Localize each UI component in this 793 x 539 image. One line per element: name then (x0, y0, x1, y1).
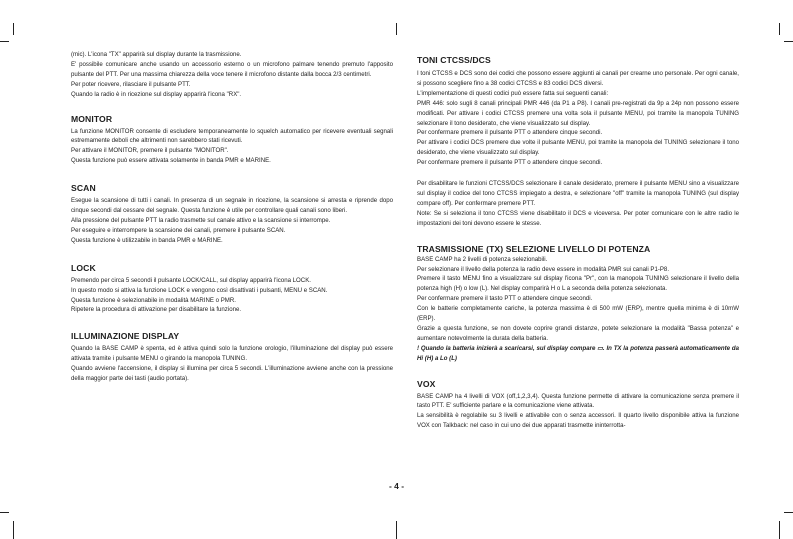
paragraph: BASE CAMP ha 4 livelli di VOX (off,1,2,3,4). Questa funzione permette di attivare la comunicazione senza premere il tasto PTT. E' sufficiente parlare e la comunicazione viene attivata. (417, 392, 739, 410)
section-heading-lock: LOCK (71, 262, 96, 273)
crop-mark (13, 521, 14, 539)
crop-mark (779, 23, 780, 35)
paragraph: Questa funzione è utilizzabile in banda PMR e MARINE. (71, 236, 223, 244)
paragraph: Per disabilitare le funzioni CTCSS/DCS selezionare il canale desiderato, premere il pulsante MENU sino a visualizzare sul display il codice del tono CTCSS impiegato a destra, e selezionare "off" tramite la manopola TUNING (sul display compare off). Per confermare premere PTT. (417, 180, 739, 207)
crop-mark (396, 521, 397, 539)
paragraph: Per confermare premere il pulsante PTT o attendere cinque secondi. (417, 159, 603, 167)
section-heading-illuminazione-display: ILLUMINAZIONE DISPLAY (71, 331, 180, 342)
paragraph: Quando la radio è in ricezione sul display apparirà l'icona "RX". (71, 90, 242, 98)
paragraph: Note: Se si seleziona il tono CTCSS viene disabilitato il DCS e viceversa. Per poter comunicare con le altre radio le impostazioni dei toni devono essere le stesse. (417, 209, 739, 227)
paragraph: La sensibilità è regolabile su 3 livelli e attivabile con o senza accessori. Il quarto livello disponibile attiva la funzione VOX con Talkback: nel caso in cui uno dei due apparati trasmette ininterrotta- (417, 412, 739, 430)
crop-mark (0, 512, 9, 513)
crop-mark (0, 41, 9, 42)
paragraph: Premere il tasto MENU fino a visualizzare sul display l'icona "Pr", con la manopola TUNING selezionare il livello della potenza high (H) o low (L). Nel display comparirà H o L a seconda della potenza selezionata. (417, 275, 739, 293)
paragraph: Alla pressione del pulsante PTT la radio trasmette sul canale attivo e la scansione si interrompe. (71, 216, 331, 224)
paragraph: Quando la BASE CAMP è spenta, ed è attiva quindi solo la funzione orologio, l'illuminazione del display può essere attivata tramite i pulsante MENU o girando la manopola TUNING. (71, 345, 393, 363)
section-heading-scan: SCAN (71, 183, 96, 194)
paragraph: Grazie a questa funzione, se non dovete coprire grandi distanze, potete selezionare la modalità "Bassa potenza" e aumentare notevolmente la durata della batteria. (417, 324, 739, 342)
paragraph: PMR 446: solo sugli 8 canali principali PMR 446 (da P1 a P8). I canali pre-registrati da 9p a 24p non possono essere modificati. Per attivare i codici CTCSS premere una volta sola il pulsante MENU, poi tramite la manopola TUNING selezionare il tono desiderato, che viene visualizzato sul display. (417, 99, 739, 127)
right-column (417, 50, 739, 431)
section-heading-monitor: MONITOR (71, 113, 113, 124)
paragraph: Esegue la scansione di tutti i canali. In presenza di un segnale in ricezione, la scansione si arresta e riprende dopo cinque secondi dal cessare del segnale. Questa funzione è utile per controllare quali canali sono liberi. (71, 197, 393, 215)
crop-mark (784, 41, 793, 42)
paragraph: L'implementazione di questi codici può essere fatta sui seguenti canali: (417, 89, 609, 97)
crop-mark (779, 521, 780, 539)
paragraph: (mic). L'icona "TX" apparirà sul display durante la trasmissione. (71, 51, 242, 58)
section-heading-trasmissione: TRASMISSIONE (TX) SELEZIONE LIVELLO DI POTENZA (417, 243, 651, 254)
paragraph: Per eseguire e interrompere la scansione dei canali, premere il pulsante SCAN. (71, 226, 286, 234)
crop-mark (13, 23, 14, 35)
paragraph: La funzione MONITOR consente di escludere temporaneamente lo squelch automatico per ricevere eventuali segnali estremamente deboli che altrimenti non sarebbero stati ricevuti. (71, 127, 393, 145)
paragraph: Con le batterie completamente cariche, la potenza massima è di 500 mW (ERP), mentre quella minima è di 10mW (ERP). (417, 305, 739, 323)
spacer (417, 168, 739, 179)
paragraph: Per confermare premere il tasto PTT o attendere cinque secondi. (417, 295, 593, 303)
paragraph: E' possibile comunicare anche usando un accessorio esterno o un microfono palmare tenendo premuto l'apposito pulsante del PTT. Per una massima chiarezza della voce tenere il microfono distante dalla bocca 2/3 centimetri. (71, 60, 393, 78)
paragraph: Premendo per circa 5 secondi il pulsante LOCK/CALL, sul display apparirà l'icona LOCK. (71, 276, 311, 284)
paragraph: I toni CTCSS e DCS sono dei codici che possono essere aggiunti ai canali per crearne uno personale. Per ogni canale, si possono scegliere fino a 38 codici CTCSS e 83 codici DCS diversi. (417, 70, 739, 87)
paragraph: BASE CAMP ha 2 livelli di potenza selezionabili. (417, 255, 548, 263)
crop-mark (396, 23, 397, 35)
paragraph: Questa funzione può essere attivata solamente in banda PMR e MARINE. (71, 157, 271, 165)
section-heading-vox: VOX (417, 378, 436, 389)
paragraph: Per selezionare il livello della potenza la radio deve essere in modalità PMR sui canali P1-P8. (417, 265, 670, 273)
crop-mark (784, 512, 793, 513)
page-number: - 4 - (388, 481, 405, 491)
paragraph: Per attivare il MONITOR, premere il pulsante "MONITOR". (71, 147, 229, 155)
left-column (71, 50, 393, 384)
section-heading-toni-ctcss-dcs: TONI CTCSS/DCS (417, 55, 491, 65)
paragraph: Questa funzione è selezionabile in modalità MARINE o PMR. (71, 296, 236, 304)
paragraph: Per confermare premere il pulsante PTT o attendere cinque secondi. (417, 129, 603, 137)
paragraph: In questo modo si attiva la funzione LOCK e vengono così disattivati i pulsanti, MENU e SCAN. (71, 286, 328, 294)
paragraph: Per attivare i codici DCS premere due volte il pulsante MENU, poi tramite la manopola del TUNING selezionare il tono desiderato, che viene visualizzato sul display. (417, 139, 739, 157)
paragraph: Per poter ricevere, rilasciare il pulsante PTT. (71, 80, 191, 88)
paragraph: Quando avviene l'accensione, il display si illumina per circa 5 secondi. L'illuminazione avviene anche con la pressione della maggior parte dei tasti (audio portata). (71, 365, 393, 383)
paragraph: Ripetere la procedura di attivazione per disabilitare la funzione. (71, 306, 242, 314)
battery-note: ! Quando la batteria inizierà a scaricarsi, sul display compare ▭. In TX la potenza passerà automaticamente da Hi (H) a Lo (L) (417, 344, 739, 362)
